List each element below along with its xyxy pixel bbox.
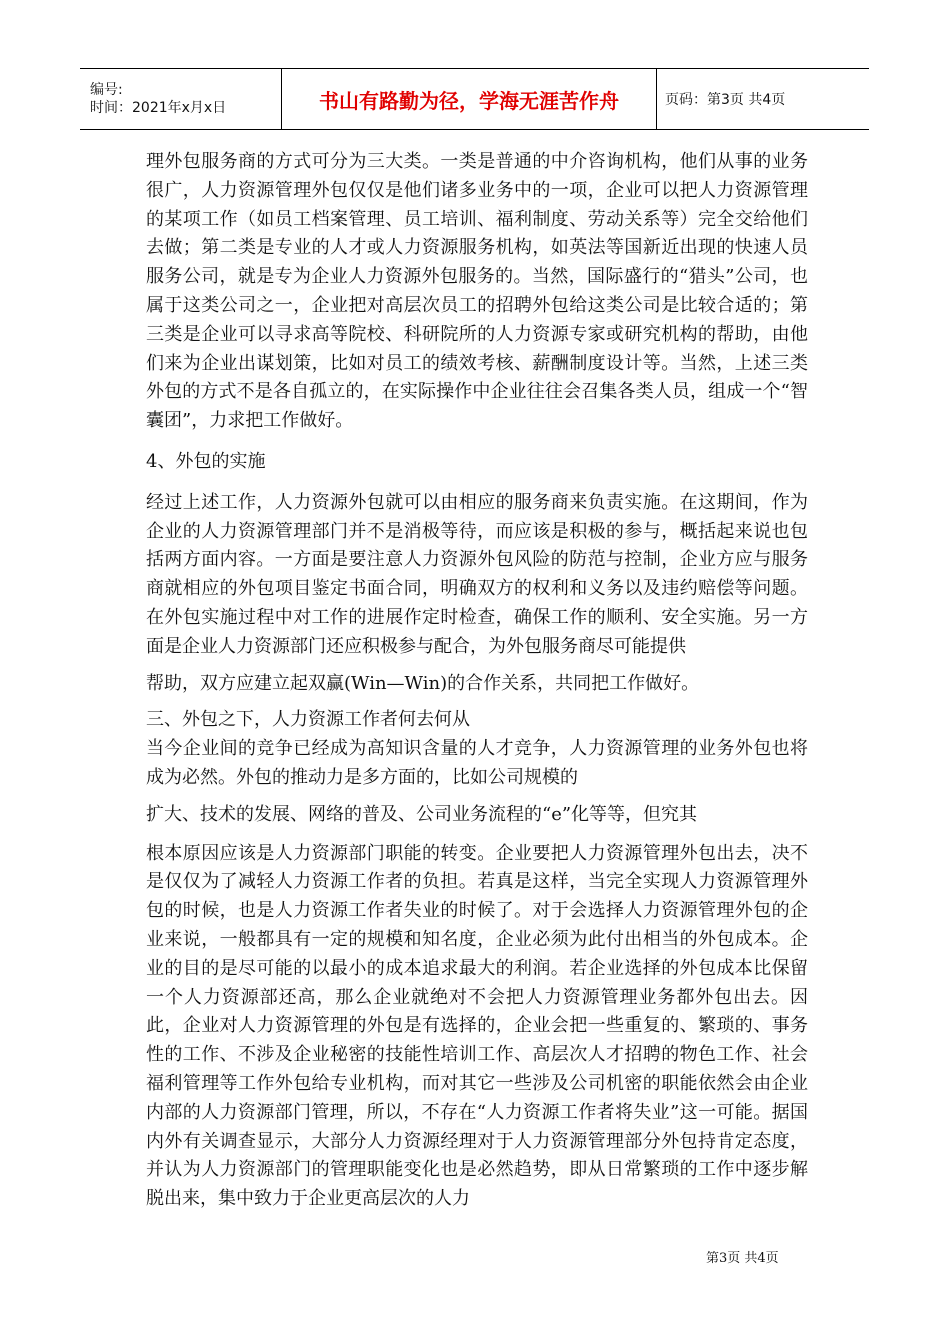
body-paragraph-outsourcing-types: 理外包服务商的方式可分为三大类。一类是普通的中介咨询机构，他们从事的业务很广，人力资源管理外包仅仅是他们诸多业务中的一项，企业可以把人力资源管理的某项工作（如员工档案管理、员工培训、福利制度、劳动关系等）完全交给他们去做；第二类是专业的人才或人力资源服务机构，如英法等国新近出现的快速人员服务公司，就是专为企业人力资源外包服务的。当然，国际盛行的“猎头”公司，也属于这类公司之一，企业把对高层次员工的招聘外包给这类公司是比较合适的；第三类是企业可以寻求高等院校、科研院所的人力资源专家或研究机构的帮助，由他们来为企业出谋划策，比如对员工的绩效考核、薪酬制度设计等。当然，上述三类外包的方式不是各自孤立的，在实际操作中企业往往会召集各类人员，组成一个“智囊团”，力求把工作做好。 — [146, 151, 808, 432]
section-heading-implementation: 4、外包的实施 — [146, 450, 266, 472]
footer-page-number: 第3页 共4页 — [706, 1251, 779, 1266]
header-motto — [282, 69, 657, 129]
document-number-label: 编号: — [90, 82, 123, 98]
body-paragraph-win-win: 帮助，双方应建立起双赢(Win—Win)的合作关系，共同把工作做好。 — [146, 672, 700, 694]
motto-text: 书山有路勤为径，学海无涯苦作舟 — [319, 88, 619, 113]
body-paragraph-implementation: 经过上述工作，人力资源外包就可以由相应的服务商来负责实施。在这期间，作为企业的人力资源管理部门并不是消极等待，而应该是积极的参与，概括起来说也包括两方面内容。一方面是要注意人力资源外包风险的防范与控制，企业方应与服务商就相应的外包项目鉴定书面合同，明确双方的权利和义务以及违约赔偿等问题。在外包实施过程中对工作的进展作定时检查，确保工作的顺利、安全实施。另一方面是企业人力资源部门还应积极参与配合，为外包服务商尽可能提供 — [146, 491, 808, 657]
page-indicator: 页码：第3页 共4页 — [665, 92, 786, 108]
body-paragraph-competition: 当今企业间的竞争已经成为高知识含量的人才竞争，人力资源管理的业务外包也将成为必然。外包的推动力是多方面的，比如公司规模的 — [146, 738, 808, 788]
document-body — [146, 148, 808, 1214]
header-page-info — [657, 69, 869, 129]
body-paragraph-drivers: 扩大、技术的发展、网络的普及、公司业务流程的“e”化等等，但究其 — [146, 803, 698, 825]
page-header — [80, 68, 869, 130]
page-footer — [706, 1247, 779, 1266]
document-time-label: 时间：2021年x月x日 — [90, 100, 227, 116]
body-paragraph-hr-role-change: 根本原因应该是人力资源部门职能的转变。企业要把人力资源管理外包出去，决不是仅仅为了减轻人力资源工作者的负担。若真是这样，当完全实现人力资源管理外包的时候，也是人力资源工作者失业的时候了。对于会选择人力资源管理外包的企业来说，一般都具有一定的规模和知名度，企业必须为此付出相当的外包成本。企业的目的是尽可能的以最小的成本追求最大的利润。若企业选择的外包成本比保留一个人力资源部还高，那么企业就绝对不会把人力资源管理业务都外包出去。因此，企业对人力资源管理的外包是有选择的，企业会把一些重复的、繁琐的、事务性的工作、不涉及企业秘密的技能性培训工作、高层次人才招聘的物色工作、社会福利管理等工作外包给专业机构，而对其它一些涉及公司机密的职能依然会由企业内部的人力资源部门管理，所以，不存在“人力资源工作者将失业”这一可能。据国内外有关调查显示，大部分人力资源经理对于人力资源管理部分外包持肯定态度，并认为人力资源部门的管理职能变化也是必然趋势，即从日常繁琐的工作中逐步解脱出来，集中致力于企业更高层次的人力 — [146, 842, 808, 1210]
header-meta — [80, 69, 282, 129]
section-heading-hr-future: 三、外包之下，人力资源工作者何去何从 — [146, 709, 470, 731]
